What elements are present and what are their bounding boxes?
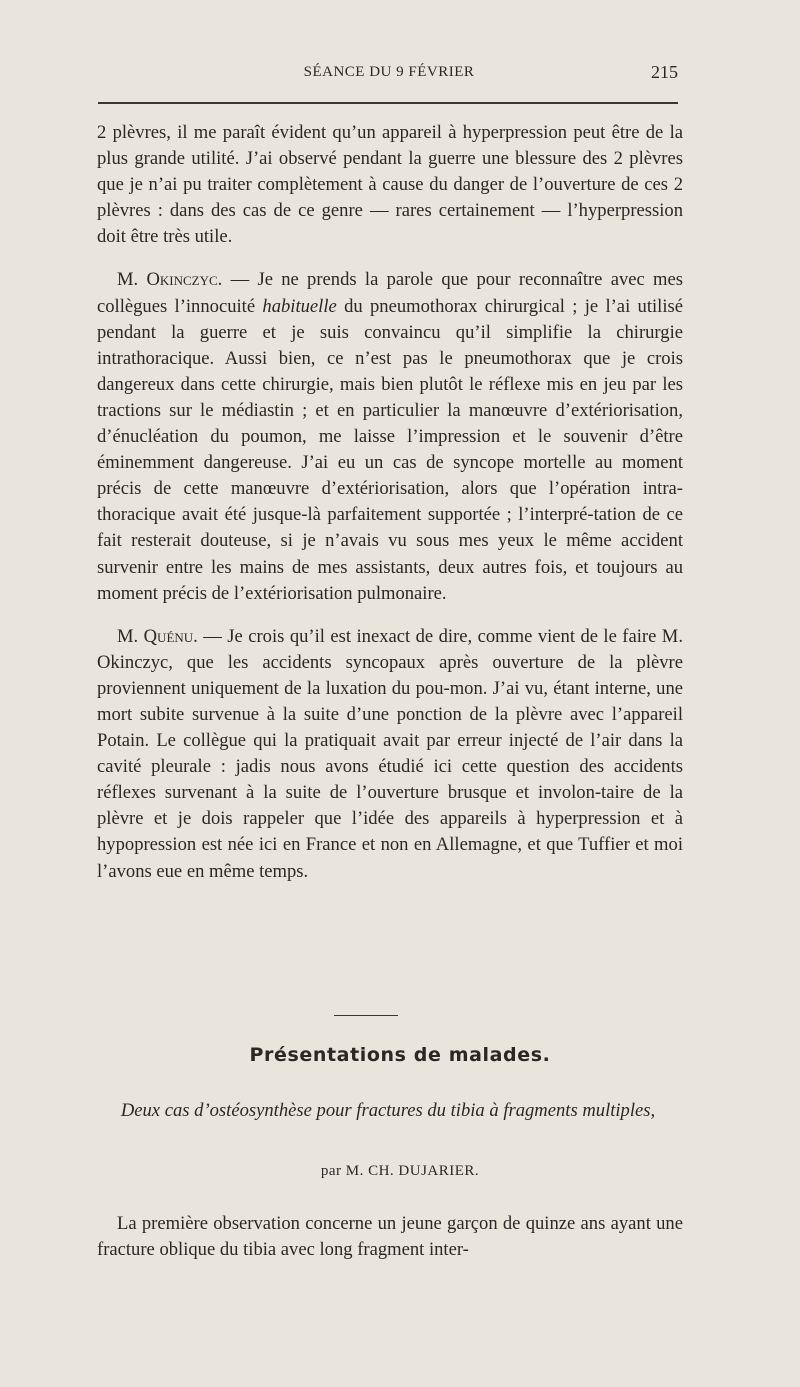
paragraph-quenu: [97, 624, 683, 885]
article-title: Deux cas d’ostéosynthèse pour fractures du tibia à fragments multiples,: [120, 1100, 656, 1121]
section-title: Présentations de malades.: [249, 1044, 551, 1066]
paragraph-continuation: [97, 120, 683, 250]
running-title: SÉANCE DU 9 FÉVRIER: [303, 64, 475, 80]
paragraph-okinczyc: [97, 267, 683, 606]
paragraph-text: du pneumothorax chirurgical ; je l’ai utilisé pendant la guerre et je suis convaincu qu’il simplifie la chirurgie intrathoracique. Aussi bien, ce n’est pas le pneumothorax que je crois dangereux dans cette chirurgie, mais bien plutôt le réflexe mis en jeu par les tractions sur le médiastin ; et en particulier la manœuvre d’extériorisation, d’énucléation du poumon, me laisse l’impression et le souvenir d’être éminemment dangereuse. J’ai eu un cas de syncope mortelle au moment précis de cette manœuvre d’extériorisation, alors que l’opération intra-thoracique avait été jusque-là parfaitement supportée ; l’interpré-tation de ce fait resterait douteuse, si je n’avais vu sous mes yeux le même accident survenir entre les mains de mes assistants, deux autres fois, et toujours au moment précis de l’extériorisation pulmonaire.: [97, 295, 683, 604]
article-first-paragraph: La première observation concerne un jeune garçon de quinze ans ayant une fracture oblique du tibia avec long fragment inter-: [97, 1213, 683, 1261]
article-author: par M. CH. DUJARIER.: [320, 1163, 480, 1179]
speaker-name: M. Okinczyc.: [117, 269, 223, 291]
article-body: [97, 1211, 683, 1263]
page-number: 215: [651, 62, 678, 82]
section-divider: [334, 1015, 398, 1016]
discussion-body: [97, 120, 683, 885]
emphasized-word: habituelle: [262, 295, 337, 317]
paragraph-text: — Je crois qu’il est inexact de dire, comme vient de le faire M. Okinczyc, que les accidents syncopaux après ouverture de la plèvre proviennent uniquement de la luxation du pou-mon. J’ai vu, étant interne, une mort subite survenue à la suite d’une ponction de la plèvre avec l’appareil Potain. Le collègue qui la pratiquait avait par erreur injecté de l’air dans la cavité pleurale : jadis nous avons étudié ici cette question des accidents réflexes survenant à la suite de l’ouverture brusque et involon-taire de la plèvre et je dois rappeler que l’idée des appareils à hyperpression et à hypopression est née ici en France et non en Allemagne, et que Tuffier et moi l’avons eue en même temps.: [97, 625, 683, 882]
page-header: [96, 60, 682, 86]
paragraph-text: — Je ne prends la parole que pour reconnaître avec mes collègues l’innocuité: [97, 269, 683, 317]
paragraph-text: 2 plèvres, il me paraît évident qu’un appareil à hyperpression peut être de la plus grande utilité. J’ai observé pendant la guerre une blessure des 2 plèvres que je n’ai pu traiter complètement à cause du danger de l’ouverture de ces 2 plèvres : dans des cas de ce genre — rares certainement — l’hyperpression doit être très utile.: [97, 122, 683, 248]
speaker-name: M. Quénu.: [117, 625, 198, 647]
header-rule: [98, 102, 678, 104]
